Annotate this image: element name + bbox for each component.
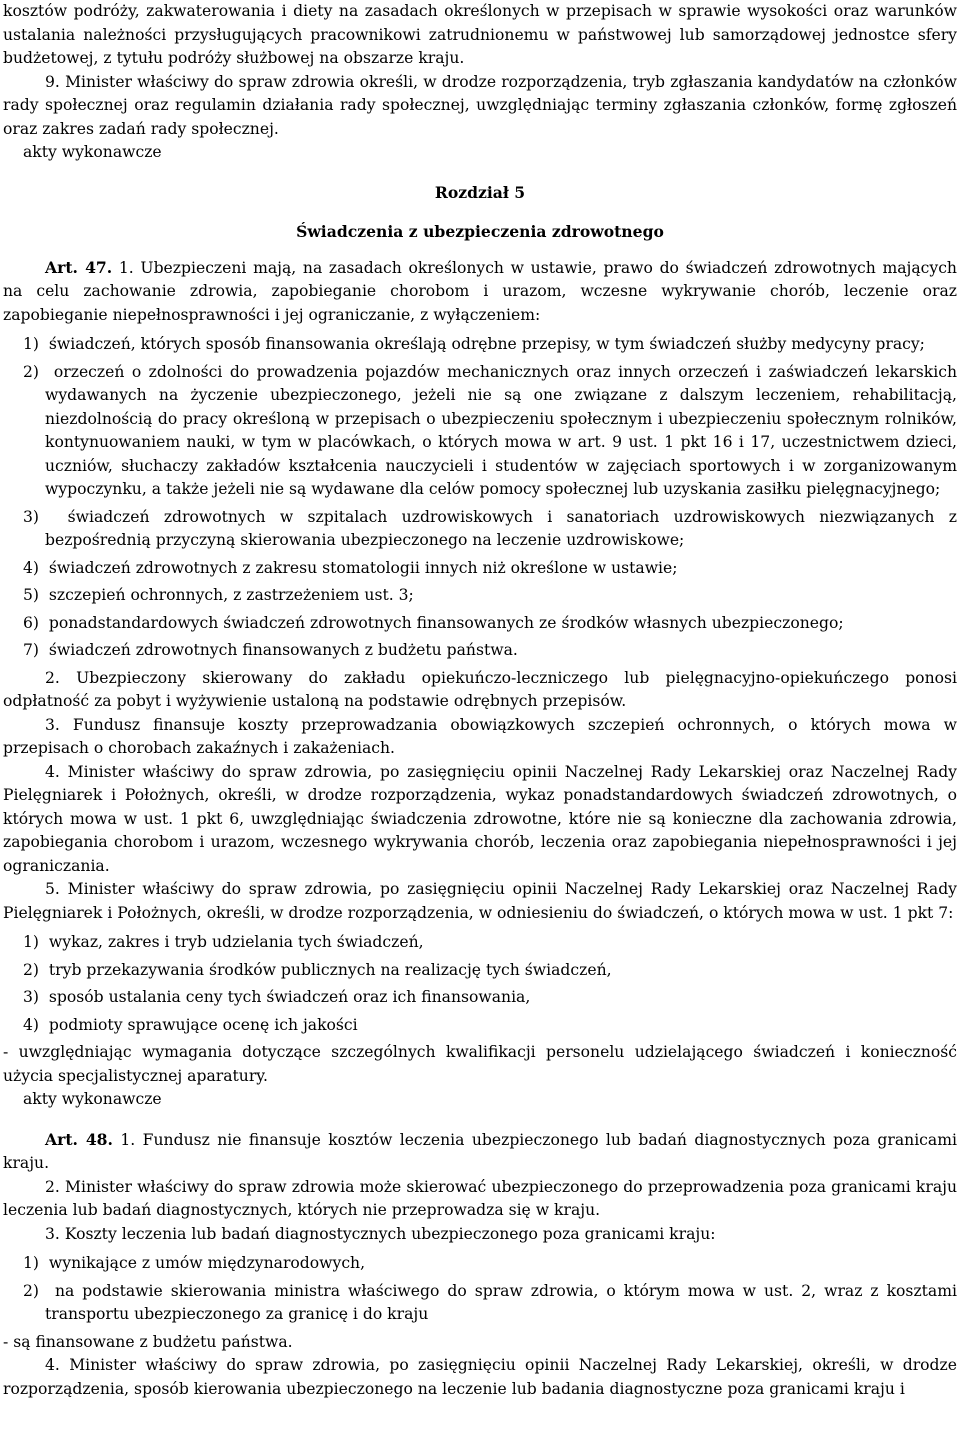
art48-paragraph-2: 2. Minister właściwy do spraw zdrowia może skierować ubezpieczonego do przeprowadzenia poza granicami kraju leczenia lub badań diagnostycznych, których nie przeprowadza się w kraju. — [3, 1177, 957, 1219]
art47-paragraph-4: 4. Minister właściwy do spraw zdrowia, po zasięgnięciu opinii Naczelnej Rady Lekarskiej oraz Naczelnej Rady Pielęgniarek i Położnych, określi, w drodze rozporządzenia, wykaz ponadstandardowych świadczeń zdrowotnych, o których mowa w ust. 1 pkt 6, uwzględniając świadczenia zdrowotne, które nie są konieczne dla zachowania zdrowia, zapobiegania chorobom i urazom, wczesnego wykrywania chorób, leczenia oraz zapobiegania niepełnosprawności i jej ograniczania. — [3, 762, 957, 875]
chapter-title: Świadczenia z ubezpieczenia zdrowotnego — [296, 222, 664, 241]
continued-paragraph: kosztów podróży, zakwaterowania i diety na zasadach określonych w przepisach w sprawie wysokości oraz warunków ustalania należności przysługujących pracownikowi zatrudnionemu w państwowej lub samorządowej jednostce sfery budżetowej, z tytułu podróży służbowej na obszarze kraju. — [3, 2, 957, 67]
art48-paragraph-4: 4. Minister właściwy do spraw zdrowia, po zasięgnięciu opinii Naczelnej Rady Lekarskiej, określi, w drodze rozporządzenia, sposób kierowania ubezpieczonego na leczenie lub badania diagnostyczne poza granicami kraju i — [3, 1356, 957, 1398]
list-item: 1) świadczeń, których sposób finansowania określają odrębne przepisy, w tym świadczeń służby medycyny pracy; — [23, 335, 925, 353]
art47-regulation-list — [3, 931, 957, 1037]
list-item: 4) podmioty sprawujące ocenę ich jakości — [23, 1015, 358, 1034]
art48-p1-text: 1. Fundusz nie finansuje kosztów leczenia ubezpieczonego lub badań diagnostycznych poza granicami kraju. — [3, 1130, 957, 1172]
art48-label: Art. 48. — [45, 1129, 113, 1149]
art47-paragraph-2: 2. Ubezpieczony skierowany do zakładu opiekuńczo-leczniczego lub pielęgnacyjno-opiekuńczego ponosi odpłatność za pobyt i wyżywienie ustaloną na podstawie odrębnych przepisów. — [3, 668, 957, 710]
akty-wykonawcze-link[interactable]: akty wykonawcze — [23, 1090, 162, 1108]
chapter-number: Rozdział 5 — [434, 182, 526, 202]
list-item: 5) szczepień ochronnych, z zastrzeżeniem ust. 3; — [23, 586, 414, 604]
art48-paragraph-1 — [3, 1128, 957, 1176]
list-item: 2) orzeczeń o zdolności do prowadzenia pojazdów mechanicznych oraz innych orzeczeń i zaświadczeń lekarskich wydawanych na życzenie ubezpieczonego, jeżeli nie są one związane z dalszym leczeniem, rehabilitacją, niezdolnością do pracy określoną w przepisach o ubezpieczeniu społecznym i ubezpieczeniu społecznym rolników, kontynuowaniem nauki, w tym w placówkach, o których mowa w art. 9 ust. 1 pkt 16 i 17, uczestnictwem dzieci, uczniów, słuchaczy zakładów kształcenia nauczycieli i studentów w zajęciach sportowych i w zorganizowanym wypoczynku, a także jeżeli nie są wydawane dla celów pomocy społecznej lub uzyskania zasiłku pielęgnacyjnego; — [23, 362, 957, 498]
art47-label: Art. 47. — [45, 257, 113, 277]
art48-paragraph-3: 3. Koszty leczenia lub badań diagnostycznych ubezpieczonego poza granicami kraju: — [45, 1224, 716, 1243]
list-item: 4) świadczeń zdrowotnych z zakresu stomatologii innych niż określone w ustawie; — [23, 558, 678, 577]
paragraph-9: 9. Minister właściwy do spraw zdrowia określi, w drodze rozporządzenia, tryb zgłaszania kandydatów na członków rady społecznej oraz regulamin działania rady społecznej, uwzględniając terminy zgłaszania członków, formę zgłoszeń oraz zakres zadań rady społecznej. — [3, 72, 957, 138]
art48-tail: - są finansowane z budżetu państwa. — [3, 1332, 293, 1351]
list-item: 1) wykaz, zakres i tryb udzielania tych świadczeń, — [23, 933, 424, 951]
art48-list — [3, 1252, 957, 1327]
art47-paragraph-5: 5. Minister właściwy do spraw zdrowia, po zasięgnięciu opinii Naczelnej Rady Lekarskiej oraz Naczelnej Rady Pielęgniarek i Położnych, określi, w drodze rozporządzenia, w odniesieniu do świadczeń, o których mowa w ust. 1 pkt 7: — [3, 880, 957, 922]
list-item: 6) ponadstandardowych świadczeń zdrowotnych finansowanych ze środków własnych ubezpieczonego; — [23, 613, 844, 632]
list-item: 3) świadczeń zdrowotnych w szpitalach uzdrowiskowych i sanatoriach uzdrowiskowych niezwiązanych z bezpośrednią przyczyną skierowania ubezpieczonego na leczenie uzdrowiskowe; — [23, 507, 957, 549]
list-item: 2) na podstawie skierowania ministra właściwego do spraw zdrowia, o którym mowa w ust. 2, wraz z kosztami transportu ubezpieczonego za granicę i do kraju — [23, 1281, 957, 1323]
list-item: 7) świadczeń zdrowotnych finansowanych z budżetu państwa. — [23, 641, 518, 659]
list-item: 3) sposób ustalania ceny tych świadczeń oraz ich finansowania, — [23, 988, 531, 1006]
art47-tail: - uwzględniając wymagania dotyczące szczególnych kwalifikacji personelu udzielającego świadczeń i konieczność użycia specjalistycznej aparatury. — [3, 1043, 957, 1085]
list-item: 1) wynikające z umów międzynarodowych, — [23, 1254, 366, 1272]
akty-wykonawcze-link[interactable]: akty wykonawcze — [23, 143, 162, 161]
list-item: 2) tryb przekazywania środków publicznych na realizację tych świadczeń, — [23, 960, 612, 979]
art47-paragraph-1 — [3, 256, 957, 328]
art47-p1-text: 1. Ubezpieczeni mają, na zasadach określonych w ustawie, prawo do świadczeń zdrowotnych mających na celu zachowanie zdrowia, zapobieganie chorobom i urazom, wczesne wykrywanie chorób, leczenie oraz zapobieganie niepełnosprawności i jej ograniczanie, z wyłączeniem: — [3, 258, 957, 324]
art47-paragraph-3: 3. Fundusz finansuje koszty przeprowadzania obowiązkowych szczepień ochronnych, o których mowa w przepisach o chorobach zakaźnych i zakażeniach. — [3, 715, 957, 757]
art47-exclusion-list — [3, 333, 957, 663]
